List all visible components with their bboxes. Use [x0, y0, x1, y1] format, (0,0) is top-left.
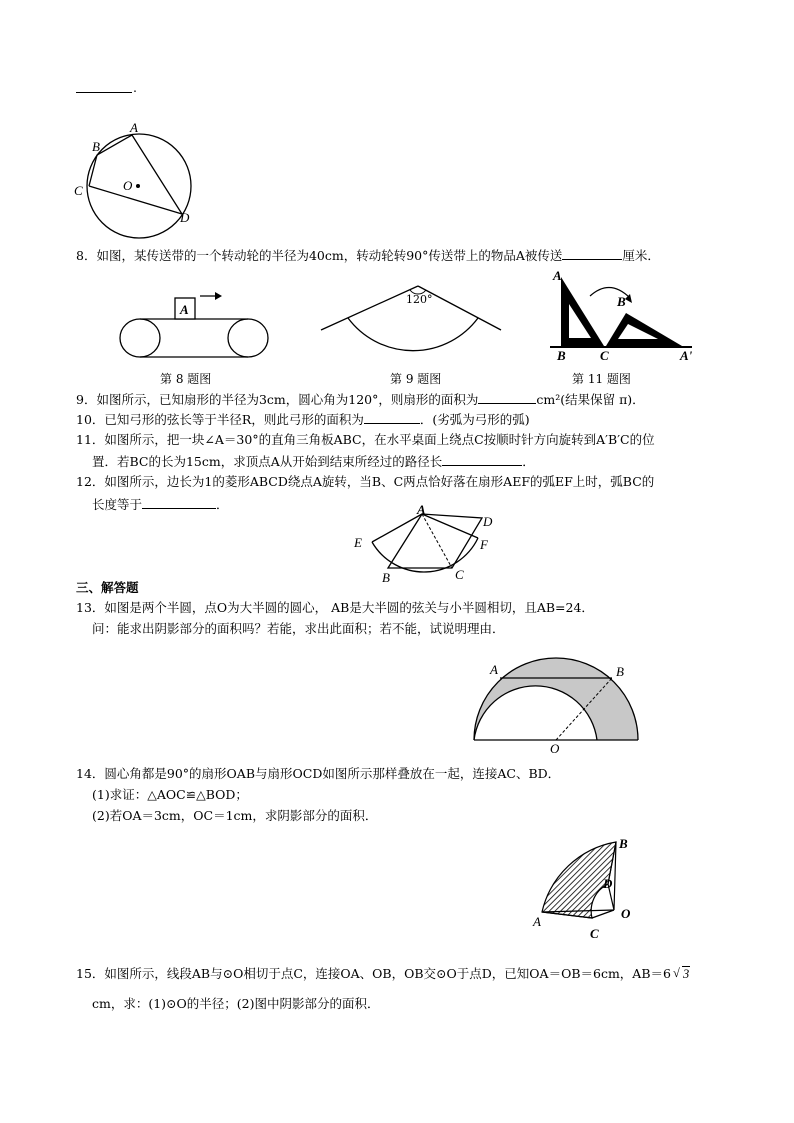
sqrt-symbol: √	[672, 966, 680, 980]
fig14-label-o: O	[621, 906, 631, 921]
q12-tail: ．	[216, 497, 229, 512]
question-14-line-1: 14．圆心角都是90°的扇形OAB与扇形OCD如图所示那样叠放在一起，连接AC、BD．	[76, 766, 561, 781]
fig12-label-f: F	[480, 537, 488, 552]
question-9	[76, 391, 645, 408]
fig8-caption: 第 8 题图	[160, 372, 212, 386]
question-11-line-2	[92, 453, 535, 470]
q11-blank	[442, 453, 522, 466]
question-14-sub-2: (2)若OA＝3cm，OC＝1cm，求阴影部分的面积．	[92, 808, 378, 823]
fig7-label-d: D	[180, 210, 190, 225]
question-15-line-1	[76, 966, 690, 982]
fig12-label-d: D	[483, 514, 493, 529]
fig12-label-b: B	[382, 570, 390, 585]
figure-8-conveyor	[118, 290, 278, 370]
q10-text: 10．已知弓形的弦长等于半径R，则此弓形的面积为	[76, 412, 364, 427]
question-13-line-2: 问：能求出阴影部分的面积吗？若能，求出此面积；若不能，试说明理由．	[92, 621, 505, 636]
fig7-label-a: A	[130, 120, 138, 135]
fig9-angle: 120°	[406, 293, 433, 306]
top-period: .	[133, 80, 137, 95]
fig14-label-a: A	[533, 914, 541, 929]
figure-14-sectors	[528, 830, 648, 940]
q11-line2-text: 置．若BC的长为15cm，求顶点A从开始到结束所经过的路径长	[92, 454, 443, 469]
q8-text: 8．如图，某传送带的一个转动轮的半径为40cm，转动轮转90°传送带上的物品A被传送	[76, 248, 563, 263]
fig11-label-c: C	[600, 348, 609, 363]
question-14-sub-1: (1)求证：△AOC≌△BOD；	[92, 787, 248, 802]
q15-line1-text: 15．如图所示，线段AB与⊙O相切于点C，连接OA、OB，OB交⊙O于点D，已知OA＝OB＝6cm，AB＝6	[76, 966, 671, 981]
q9-blank	[478, 391, 536, 404]
fig11-label-b-prime: B'	[617, 294, 630, 309]
q9-tail: cm²(结果保留 π)．	[536, 392, 645, 407]
question-12-line-1: 12．如图所示，边长为1的菱形ABCD绕点A旋转，当B、C两点恰好落在扇形AEF的弧EF上时，弧BC的	[76, 474, 655, 489]
q10-blank	[364, 411, 420, 424]
question-11-line-1: 11．如图所示，把一块∠A＝30°的直角三角板ABC，在水平桌面上绕点C按顺时针方向旋转到A′B′C的位	[76, 432, 655, 447]
q8-blank	[562, 247, 622, 260]
fig11-label-a: A	[553, 268, 562, 283]
section-3-heading: 三、解答题	[76, 580, 139, 595]
figure-11-triangles	[550, 270, 700, 360]
fig13-label-a: A	[490, 662, 498, 677]
question-15-line-2: cm，求：(1)⊙O的半径；(2)图中阴影部分的面积．	[92, 996, 380, 1011]
fig8-label-a: A	[180, 302, 189, 317]
question-10	[76, 411, 530, 428]
fig7-label-o: O	[123, 178, 133, 193]
q10-tail: ．(劣弧为弓形的弧)	[419, 412, 530, 427]
sqrt-radicand: 3	[682, 967, 690, 981]
fig11-label-b: B	[557, 348, 566, 363]
fig14-label-b: B	[619, 836, 628, 851]
question-8	[76, 247, 660, 264]
fig12-label-e: E	[354, 535, 362, 550]
question-13-line-1: 13．如图是两个半圆，点O为大半圆的圆心， AB是大半圆的弦关与小半圆相切，且AB=24．	[76, 600, 594, 615]
q9-text: 9．如图所示，已知扇形的半径为3cm，圆心角为120°，则扇形的面积为	[76, 392, 479, 407]
fig14-label-c: C	[590, 926, 599, 941]
fig11-caption: 第 11 题图	[572, 372, 631, 386]
fig12-label-a: A	[417, 502, 426, 517]
q12-line2-text: 长度等于	[92, 497, 143, 512]
fig14-label-d: D	[603, 876, 613, 891]
fig13-label-o: O	[550, 741, 560, 756]
q15-sqrt	[673, 966, 690, 982]
q8-unit: 厘米．	[622, 248, 660, 263]
question-12-line-2	[92, 496, 229, 513]
fig7-label-b: B	[92, 139, 100, 154]
q11-tail: ．	[522, 454, 535, 469]
answer-blank-top	[76, 80, 132, 93]
fig11-label-a-prime: A'	[680, 348, 693, 363]
fig13-label-b: B	[616, 664, 624, 679]
fig12-label-c: C	[455, 567, 464, 582]
q12-blank	[142, 496, 216, 509]
fig7-label-c: C	[74, 183, 83, 198]
fig9-caption: 第 9 题图	[390, 372, 442, 386]
